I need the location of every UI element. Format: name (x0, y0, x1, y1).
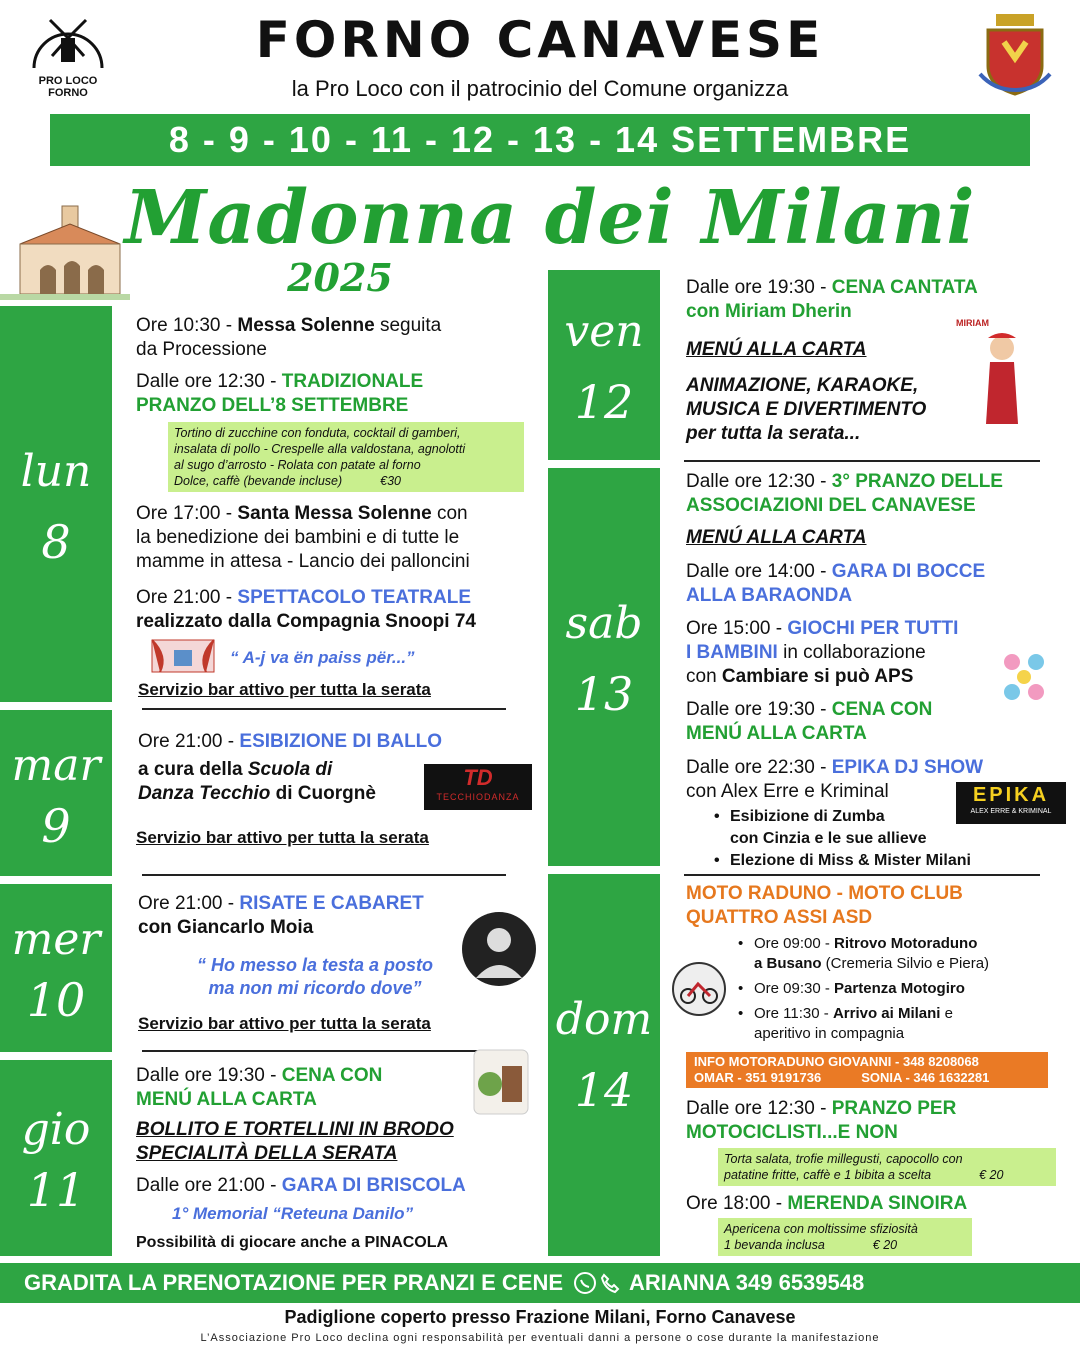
list-item: • Ore 11:30 - Arrivo ai Milani e aperitivo in compagnia (736, 1004, 1056, 1044)
gio-event-cena: Dalle ore 19:30 - CENA CON MENÚ ALLA CARTA (136, 1065, 383, 1110)
phone-icon (599, 1272, 621, 1294)
lun-bar-service: Servizio bar attivo per tutta la serata (138, 680, 431, 699)
lun-event-teatro: Ore 21:00 - SPETTACOLO TEATRALE realizzato dalla Compagnia Snoopi 74 (136, 587, 476, 632)
dom-pranzo-note: Torta salata, trofie millegusti, capocollo con patatine fritte, caffè e 1 bibita a scelta € 20 (718, 1148, 1056, 1186)
mar-bar-service: Servizio bar attivo per tutta la serata (136, 828, 429, 847)
day-name: dom (555, 994, 653, 1045)
list-item: • Elezione di Miss & Mister Milani (712, 850, 1052, 872)
divider (142, 708, 506, 710)
logo-text-forno: FORNO (48, 87, 88, 99)
booking-banner (0, 1263, 1080, 1303)
day-box-lun (0, 306, 112, 702)
list-item: • Esibizione di Zumba con Cinzia e le sue allieve (712, 806, 1052, 850)
divider (142, 1050, 482, 1052)
venue-text: Padiglione coperto presso Frazione Milani, Forno Canavese (284, 1307, 796, 1327)
day-number: 13 (574, 667, 634, 721)
logo-text-proloco: PRO LOCO (38, 75, 98, 87)
page-subtitle: la Pro Loco con il patrocinio del Comune organizza (291, 76, 789, 101)
day-name: gio (21, 1104, 91, 1155)
moto-info-box: INFO MOTORADUNO GIOVANNI - 348 8208068 OMAR - 351 9191736 SONIA - 346 1632281 (686, 1052, 1048, 1088)
epika-logo: EPIKA ALEX ERRE & KRIMINAL (956, 782, 1066, 824)
gio-memorial: 1° Memorial “Reteuna Danilo” (172, 1204, 414, 1223)
day-name: sab (565, 598, 643, 649)
day-name: lun (20, 446, 92, 497)
price: € 20 (979, 1168, 1004, 1182)
day-box-mer (0, 884, 112, 1052)
singer-icon (956, 328, 1032, 428)
day-number: 12 (574, 375, 634, 429)
page-title: FORNO CANAVESE (255, 11, 825, 69)
day-box-dom (548, 874, 660, 1256)
day-box-gio (0, 1060, 112, 1256)
divider (684, 460, 1040, 462)
tecchiodanza-logo: TD TECCHIODANZA (424, 764, 532, 810)
lun-event-messa: Ore 10:30 - Messa Solenne seguita da Processione (136, 315, 442, 360)
gio-pinacola: Possibilità di giocare anche a PINACOLA (136, 1234, 449, 1251)
ven-event-cena: Dalle ore 19:30 - CENA CANTATA con Miriam Dherin (686, 277, 978, 322)
divider (142, 874, 506, 876)
sab-event-cena: Dalle ore 19:30 - CENA CON MENÚ ALLA CARTA (686, 699, 933, 744)
list-item: • Ore 09:00 - Ritrovo Motoraduno a Busano (Cremeria Silvio e Piera) (736, 934, 1056, 974)
dates-banner (50, 114, 1030, 166)
comedian-photo (462, 912, 536, 986)
price: €30 (380, 474, 402, 488)
gio-special: BOLLITO E TORTELLINI IN BRODO SPECIALITÀ DELLA SERATA (136, 1119, 454, 1164)
ven-menu: MENÚ ALLA CARTA (686, 339, 867, 360)
day-number: 9 (41, 799, 71, 853)
coat-of-arms-icon (974, 10, 1056, 98)
sab-event-giochi: Ore 15:00 - GIOCHI PER TUTTI I BAMBINI in collaborazione con Cambiare si può APS (686, 618, 959, 687)
sab-menu: MENÚ ALLA CARTA (686, 527, 867, 548)
day-box-sab (548, 468, 660, 866)
dom-event-pranzo: Dalle ore 12:30 - PRANZO PER MOTOCICLISTI...E NON (686, 1098, 957, 1143)
motorcycle-icon (674, 964, 724, 1014)
list-item: • Ore 09:30 - Partenza Motogiro (736, 979, 1056, 999)
mer-event-cabaret: Ore 21:00 - RISATE E CABARET con Giancarlo Moia (138, 893, 424, 938)
sab-event-bocce: Dalle ore 14:00 - GARA DI BOCCE ALLA BARAONDA (686, 561, 986, 606)
lun-quote: “ A-j va ën paiss për...” (230, 648, 415, 667)
dom-moto-list (736, 934, 1056, 1044)
sab-event-dj: Dalle ore 22:30 - EPIKA DJ SHOW con Alex Erre e Kriminal (686, 757, 984, 802)
divider (684, 874, 1040, 876)
lun-menu-note: Tortino di zucchine con fonduta, cocktail di gamberi, insalata di pollo - Crespelle alla valdostana, agnolotti al sugo d’arrosto - Rolata con patate al forno Dolce, caffè (bevande incluse) €30 (168, 422, 524, 492)
whatsapp-icon (573, 1271, 597, 1295)
booking-text: GRADITA LA PRENOTAZIONE PER PRANZI E CENE (24, 1270, 564, 1295)
windmill-icon (28, 10, 108, 70)
food-dish-icon (470, 1044, 532, 1120)
event-name: Madonna dei Milani (124, 175, 976, 261)
sab-dj-list (712, 806, 1052, 872)
day-number: 14 (574, 1063, 634, 1117)
person-icon (462, 912, 536, 986)
theatre-logo-icon (150, 636, 216, 676)
moto-club-logo (672, 962, 726, 1016)
event-year: 2025 (287, 255, 393, 300)
dom-event-merenda: Ore 18:00 - MERENDA SINOIRA (686, 1193, 968, 1214)
dom-moto-title: MOTO RADUNO - MOTO CLUB QUATTRO ASSI ASD (686, 883, 963, 928)
mar-event-ballo: Ore 21:00 - ESIBIZIONE DI BALLO (138, 731, 443, 752)
mar-event-scuola: a cura della Scuola di Danza Tecchio di Cuorgnè (138, 759, 376, 804)
food-photo (470, 1044, 532, 1120)
lun-event-pranzo: Dalle ore 12:30 - TRADIZIONALE PRANZO DELL’8 SETTEMBRE (136, 371, 424, 416)
mer-bar-service: Servizio bar attivo per tutta la serata (138, 1014, 431, 1033)
sab-event-pranzo: Dalle ore 12:30 - 3° PRANZO DELLE ASSOCIAZIONI DEL CANAVESE (686, 471, 1003, 516)
phone-number[interactable]: ARIANNA 349 6539548 (629, 1270, 865, 1295)
day-box-ven (548, 270, 660, 460)
ven-animation: ANIMAZIONE, KARAOKE, MUSICA E DIVERTIMENTO per tutta la serata... (686, 375, 927, 444)
day-name: mar (11, 740, 101, 791)
dom-merenda-note: Apericena con moltissime sfiziosità 1 bevanda inclusa € 20 (718, 1218, 972, 1256)
church-illustration (0, 200, 130, 300)
day-name: ven (564, 306, 644, 357)
day-number: 11 (26, 1163, 86, 1217)
price: € 20 (872, 1238, 898, 1252)
mer-quote: “ Ho messo la testa a posto ma non mi ricordo dove” (196, 955, 434, 998)
day-number: 8 (41, 515, 71, 569)
day-name: mer (11, 914, 101, 965)
disclaimer-text: L’Associazione Pro Loco declina ogni responsabilità per eventuali danni a persone o cose durante la manifestazione (200, 1332, 880, 1344)
day-number: 10 (26, 973, 86, 1027)
gio-event-briscola: Dalle ore 21:00 - GARA DI BRISCOLA (136, 1175, 466, 1196)
day-box-mar (0, 710, 112, 876)
pro-loco-logo (28, 10, 108, 98)
miriam-photo: MIRIAM (956, 318, 1032, 430)
lun-event-santa-messa: Ore 17:00 - Santa Messa Solenne con la benedizione dei bambini e di tutte le mamme in attesa - Lancio dei palloncini (136, 503, 470, 572)
dates-text: 8 - 9 - 10 - 11 - 12 - 13 - 14 SETTEMBRE (168, 119, 912, 160)
